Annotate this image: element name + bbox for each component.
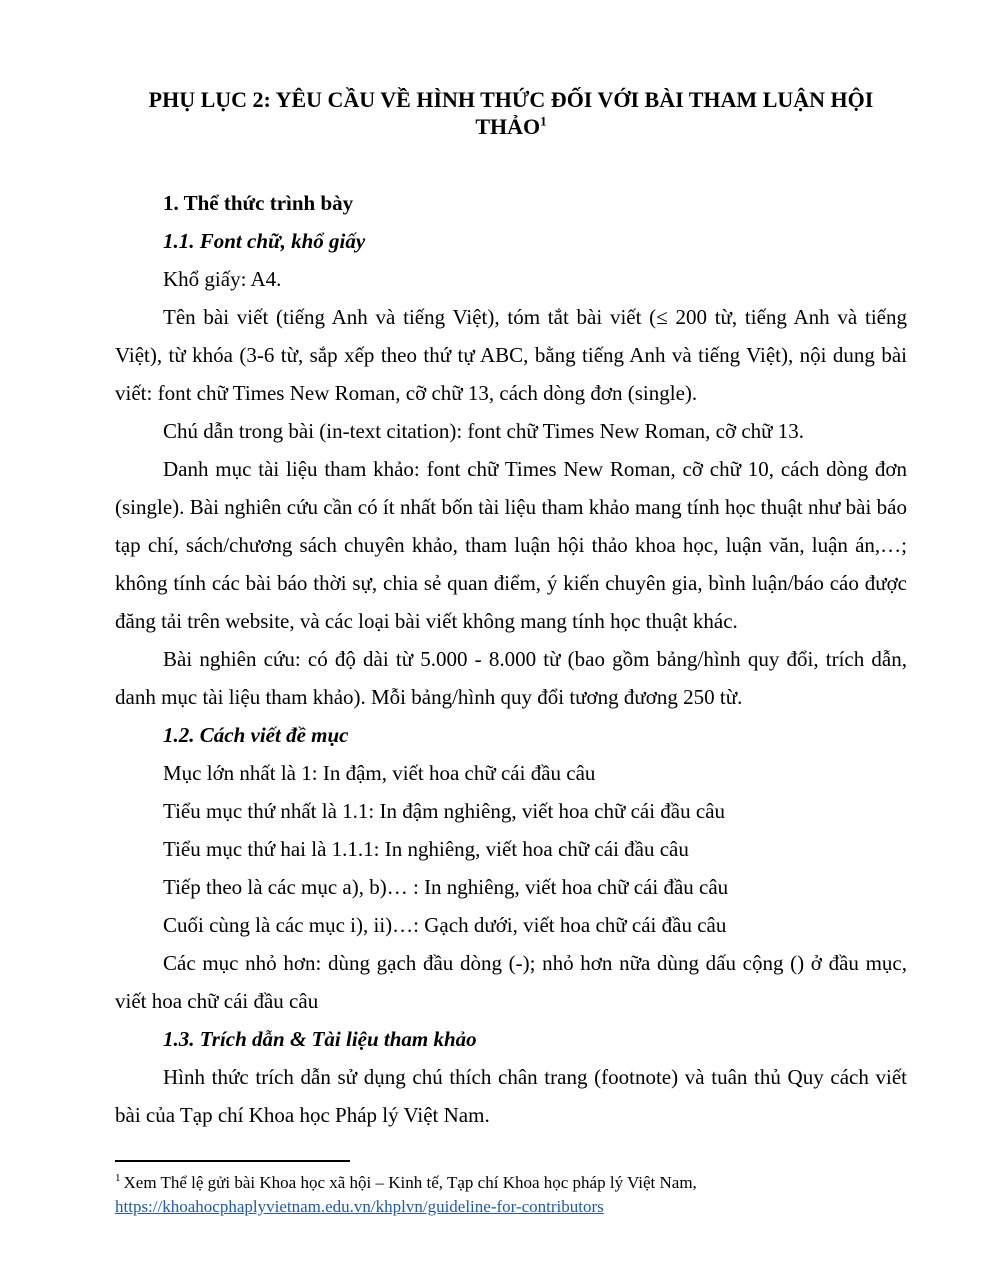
paragraph-article-length: Bài nghiên cứu: có độ dài từ 5.000 - 8.000 từ (bao gồm bảng/hình quy đổi, trích dẫn, danh mục tài liệu tham khảo). Mỗi bảng/hình quy đổi tương đương 250 từ. (115, 647, 907, 709)
paragraph-heading-level-letter: Tiếp theo là các mục a), b)… : In nghiêng, viết hoa chữ cái đầu câu (163, 875, 729, 899)
paragraph-reference-list-format: Danh mục tài liệu tham khảo: font chữ Times New Roman, cỡ chữ 10, cách dòng đơn (single). Bài nghiên cứu cần có ít nhất bốn tài liệu tham khảo mang tính học thuật như bài báo tạp chí, sách/chương sách chuyên khảo, tham luận hội thảo khoa học, luận văn, luận án,…; không tính các bài báo thời sự, chia sẻ quan điểm, ý kiến chuyên gia, bình luận/báo cáo được đăng tải trên website, và các loại bài viết không mang tính học thuật khác. (115, 457, 907, 633)
footnote-marker: 1 (115, 1172, 121, 1185)
paragraph-heading-level-1-1: Tiểu mục thứ nhất là 1.1: In đậm nghiêng, viết hoa chữ cái đầu câu (163, 799, 726, 823)
footnote-separator (115, 1160, 350, 1162)
paragraph-heading-level-1: Mục lớn nhất là 1: In đậm, viết hoa chữ cái đầu câu (163, 761, 596, 785)
section-1-3-heading: 1.3. Trích dẫn & Tài liệu tham khảo (163, 1027, 477, 1051)
footnote-area (115, 1160, 907, 1219)
section-1-heading: 1. Thể thức trình bày (163, 191, 354, 215)
paragraph-citation-style: Hình thức trích dẫn sử dụng chú thích chân trang (footnote) và tuân thủ Quy cách viết bài của Tạp chí Khoa học Pháp lý Việt Nam. (115, 1065, 907, 1127)
footnote-text: Xem Thể lệ gửi bài Khoa học xã hội – Kinh tế, Tạp chí Khoa học pháp lý Việt Nam, (123, 1173, 697, 1192)
document-title (115, 86, 907, 140)
paragraph-intext-citation-format: Chú dẫn trong bài (in-text citation): font chữ Times New Roman, cỡ chữ 13. (163, 419, 805, 443)
paragraph-paper-size: Khổ giấy: A4. (163, 267, 282, 291)
section-1-1-heading: 1.1. Font chữ, khổ giấy (163, 229, 366, 253)
footnote (115, 1171, 907, 1219)
footnote-link[interactable]: https://khoahocphaplyvietnam.edu.vn/khplvn/guideline-for-contributors (115, 1197, 604, 1216)
document-title-text: PHỤ LỤC 2: YÊU CẦU VỀ HÌNH THỨC ĐỐI VỚI BÀI THAM LUẬN HỘI THẢO (148, 87, 874, 139)
section-1-2-heading: 1.2. Cách viết đề mục (163, 723, 349, 747)
title-footnote-ref: 1 (540, 113, 547, 129)
paragraph-smaller-headings: Các mục nhỏ hơn: dùng gạch đầu dòng (-); nhỏ hơn nữa dùng dấu cộng () ở đầu mục, viết hoa chữ cái đầu câu (115, 951, 907, 1013)
paragraph-heading-level-1-1-1: Tiểu mục thứ hai là 1.1.1: In nghiêng, viết hoa chữ cái đầu câu (163, 837, 689, 861)
paragraph-heading-level-roman: Cuối cùng là các mục i), ii)…: Gạch dưới, viết hoa chữ cái đầu câu (163, 913, 727, 937)
paragraph-title-abstract-format: Tên bài viết (tiếng Anh và tiếng Việt), tóm tắt bài viết (≤ 200 từ, tiếng Anh và tiếng Việt), từ khóa (3-6 từ, sắp xếp theo thứ tự ABC, bằng tiếng Anh và tiếng Việt), nội dung bài viết: font chữ Times New Roman, cỡ chữ 13, cách dòng đơn (single). (115, 305, 907, 405)
